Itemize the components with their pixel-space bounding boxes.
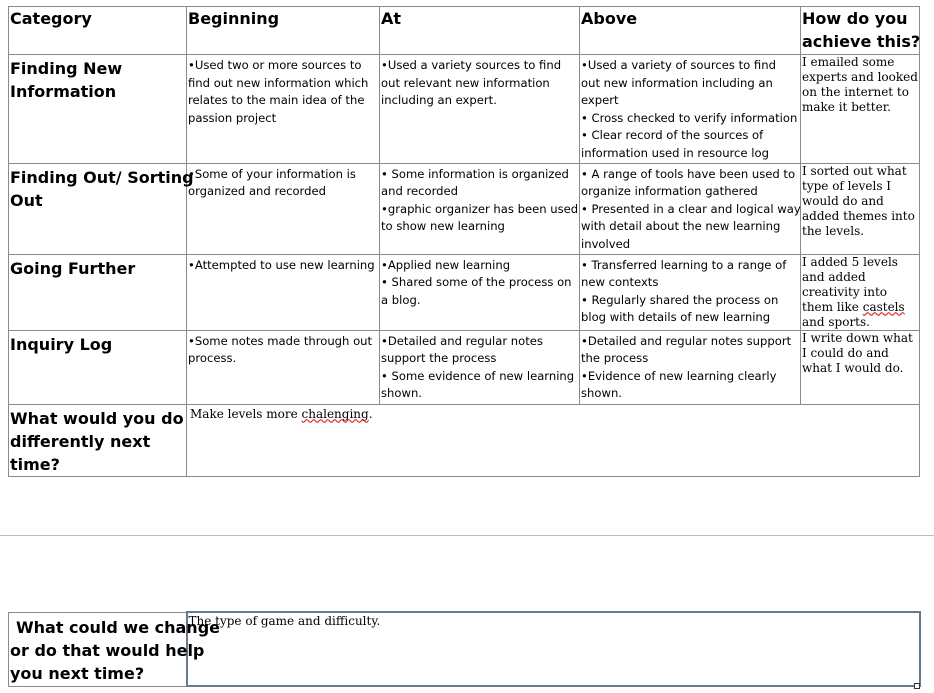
response-cell[interactable]: I added 5 levels and added creativity into them like castels and sports.: [801, 254, 920, 330]
row-finding-new-information: [9, 55, 920, 164]
question-cell: What could we change or do that would help you next time?: [9, 612, 187, 686]
category-cell: Inquiry Log: [9, 330, 187, 404]
misspelled-word[interactable]: chalenging: [301, 406, 369, 421]
row-finding-out-sorting-out: [9, 163, 920, 254]
response-cell[interactable]: I emailed some experts and looked on the internet to make it better.: [801, 55, 920, 164]
row-different-next-time: [9, 404, 920, 476]
header-beginning: Beginning: [187, 7, 380, 55]
at-cell: • Some information is organized and recorded •graphic organizer has been used to show new learning: [380, 163, 580, 254]
row-going-further: [9, 254, 920, 330]
response-cell[interactable]: I sorted out what type of levels I would do and added themes into the levels.: [801, 163, 920, 254]
response-cell[interactable]: I write down what I could do and what I would do.: [801, 330, 920, 404]
beginning-cell: •Used two or more sources to find out new information which relates to the main idea of the passion project: [187, 55, 380, 164]
beginning-cell: •Attempted to use new learning: [187, 254, 380, 330]
beginning-cell: •Some of your information is organized and recorded: [187, 163, 380, 254]
resize-handle[interactable]: [914, 683, 920, 689]
misspelled-word[interactable]: castels: [862, 299, 905, 314]
category-cell: Finding Out/ Sorting Out: [9, 163, 187, 254]
above-cell: • A range of tools have been used to organize information gathered • Presented in a clear and logical way with detail about the new learning involved: [580, 163, 801, 254]
page-break-line: [0, 535, 934, 536]
feedback-table: [8, 611, 921, 687]
header-category: Category: [9, 7, 187, 55]
header-how: How do you achieve this?: [801, 7, 920, 55]
answer-field[interactable]: The type of game and difficulty.: [187, 612, 920, 686]
header-at: At: [380, 7, 580, 55]
question-cell: What would you do differently next time?: [9, 404, 187, 476]
above-cell: •Detailed and regular notes support the process •Evidence of new learning clearly shown.: [580, 330, 801, 404]
beginning-cell: •Some notes made through out process.: [187, 330, 380, 404]
above-cell: •Used a variety of sources to find out new information including an expert • Cross checked to verify information • Clear record of the sources of information used in resource log: [580, 55, 801, 164]
at-cell: •Detailed and regular notes support the process • Some evidence of new learning shown.: [380, 330, 580, 404]
at-cell: •Applied new learning • Shared some of the process on a blog.: [380, 254, 580, 330]
header-row: [9, 7, 920, 55]
above-cell: • Transferred learning to a range of new contexts • Regularly shared the process on blog with details of new learning: [580, 254, 801, 330]
answer-cell[interactable]: Make levels more chalenging.: [187, 404, 920, 476]
category-cell: Finding New Information: [9, 55, 187, 164]
category-cell: Going Further: [9, 254, 187, 330]
header-above: Above: [580, 7, 801, 55]
rubric-table: [8, 6, 920, 477]
row-inquiry-log: [9, 330, 920, 404]
at-cell: •Used a variety sources to find out relevant new information including an expert.: [380, 55, 580, 164]
